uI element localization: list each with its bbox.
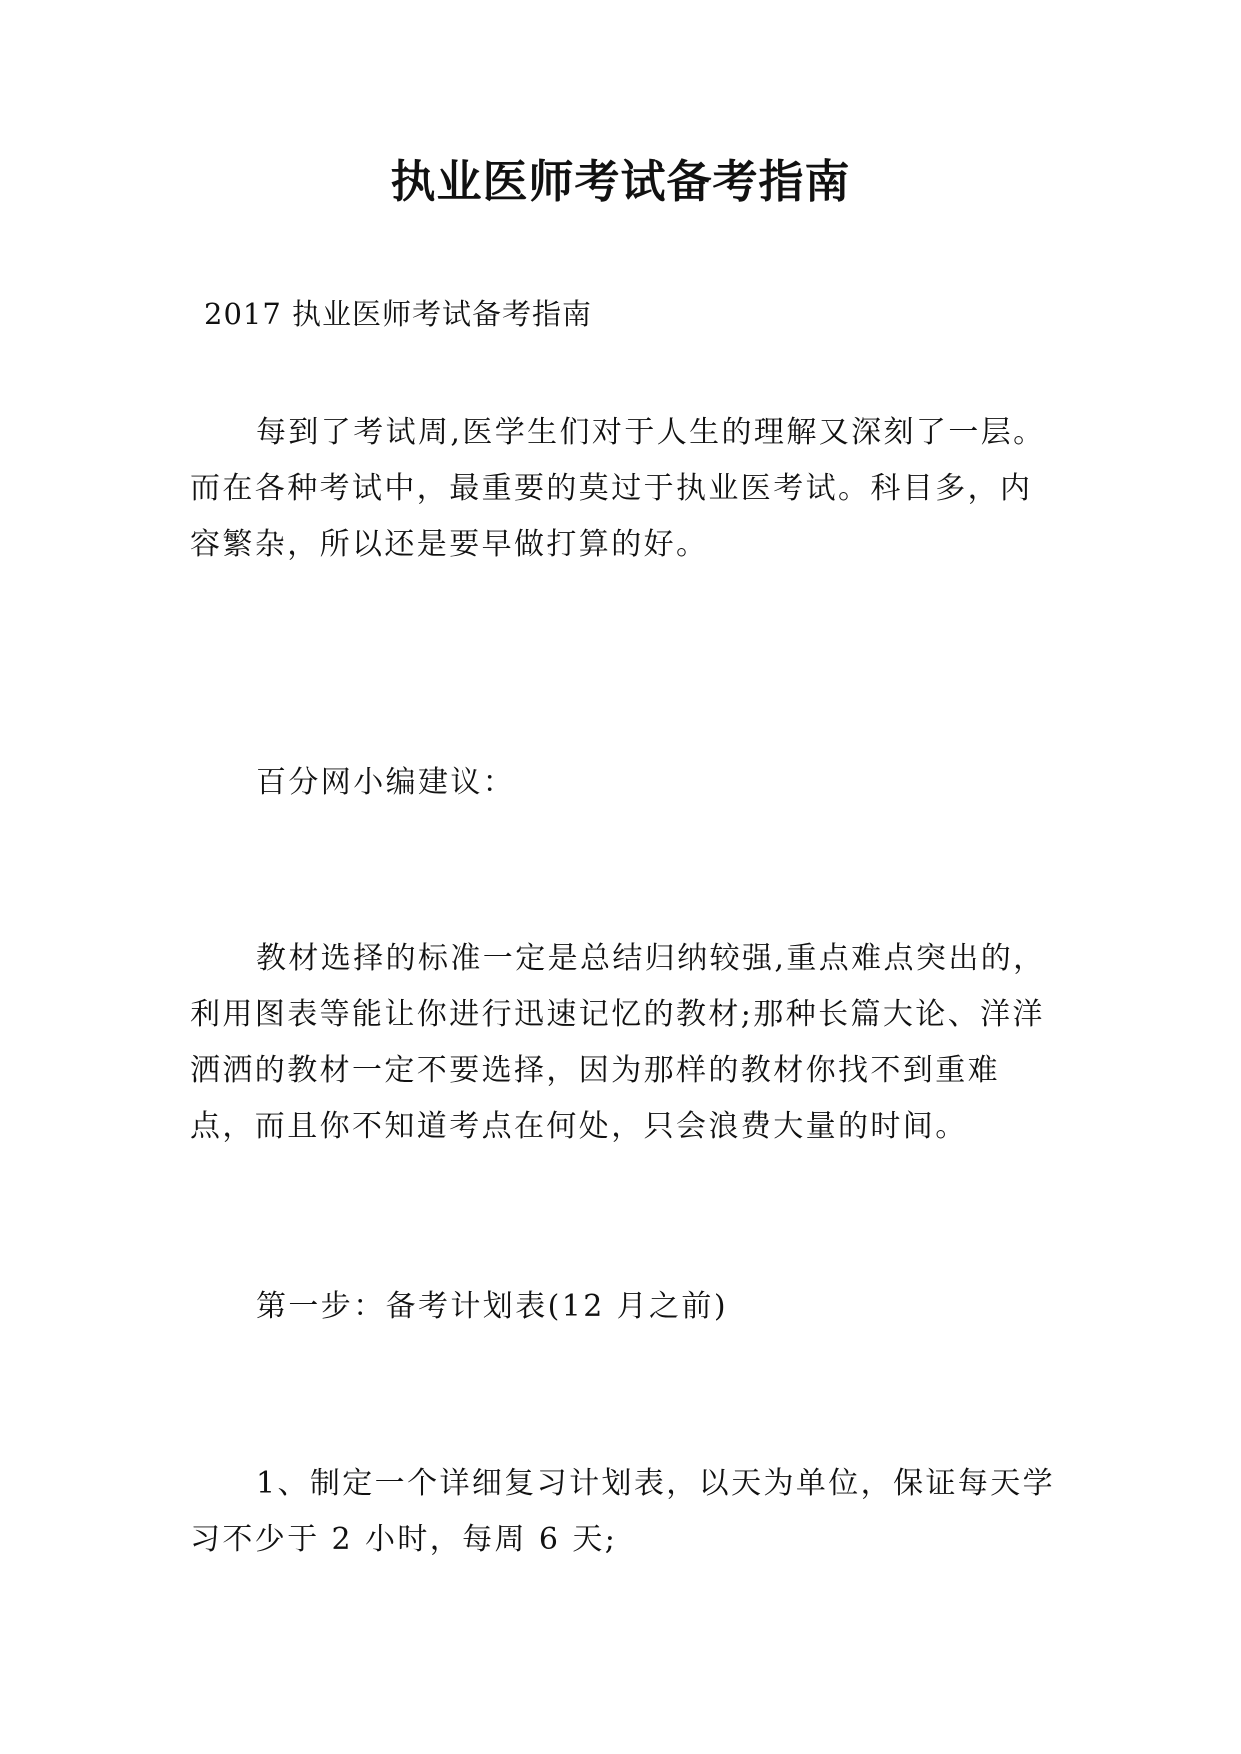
document-title: 执业医师考试备考指南: [390, 155, 851, 208]
paragraph-study-plan: 1、制定一个详细复习计划表，以天为单位，保证每天学习不少于 2 小时，每周 6 天;: [190, 1466, 1056, 1557]
document-subtitle: 2017 执业医师考试备考指南: [204, 297, 593, 331]
paragraph-intro: 每到了考试周,医学生们对于人生的理解又深刻了一层。而在各种考试中，最重要的莫过于执业医考试。科目多，内容繁杂，所以还是要早做打算的好。: [190, 415, 1046, 562]
paragraph-textbook-selection: 教材选择的标准一定是总结归纳较强,重点难点突出的，利用图表等能让你进行迅速记忆的教材;那种长篇大论、洋洋洒洒的教材一定不要选择，因为那样的教材你找不到重难点，而且你不知道考点在何处，只会浪费大量的时间。: [190, 941, 1046, 1144]
paragraph-step-one: 第一步：备考计划表(12 月之前): [256, 1289, 728, 1324]
paragraph-editor-advice: 百分网小编建议：: [256, 765, 516, 800]
